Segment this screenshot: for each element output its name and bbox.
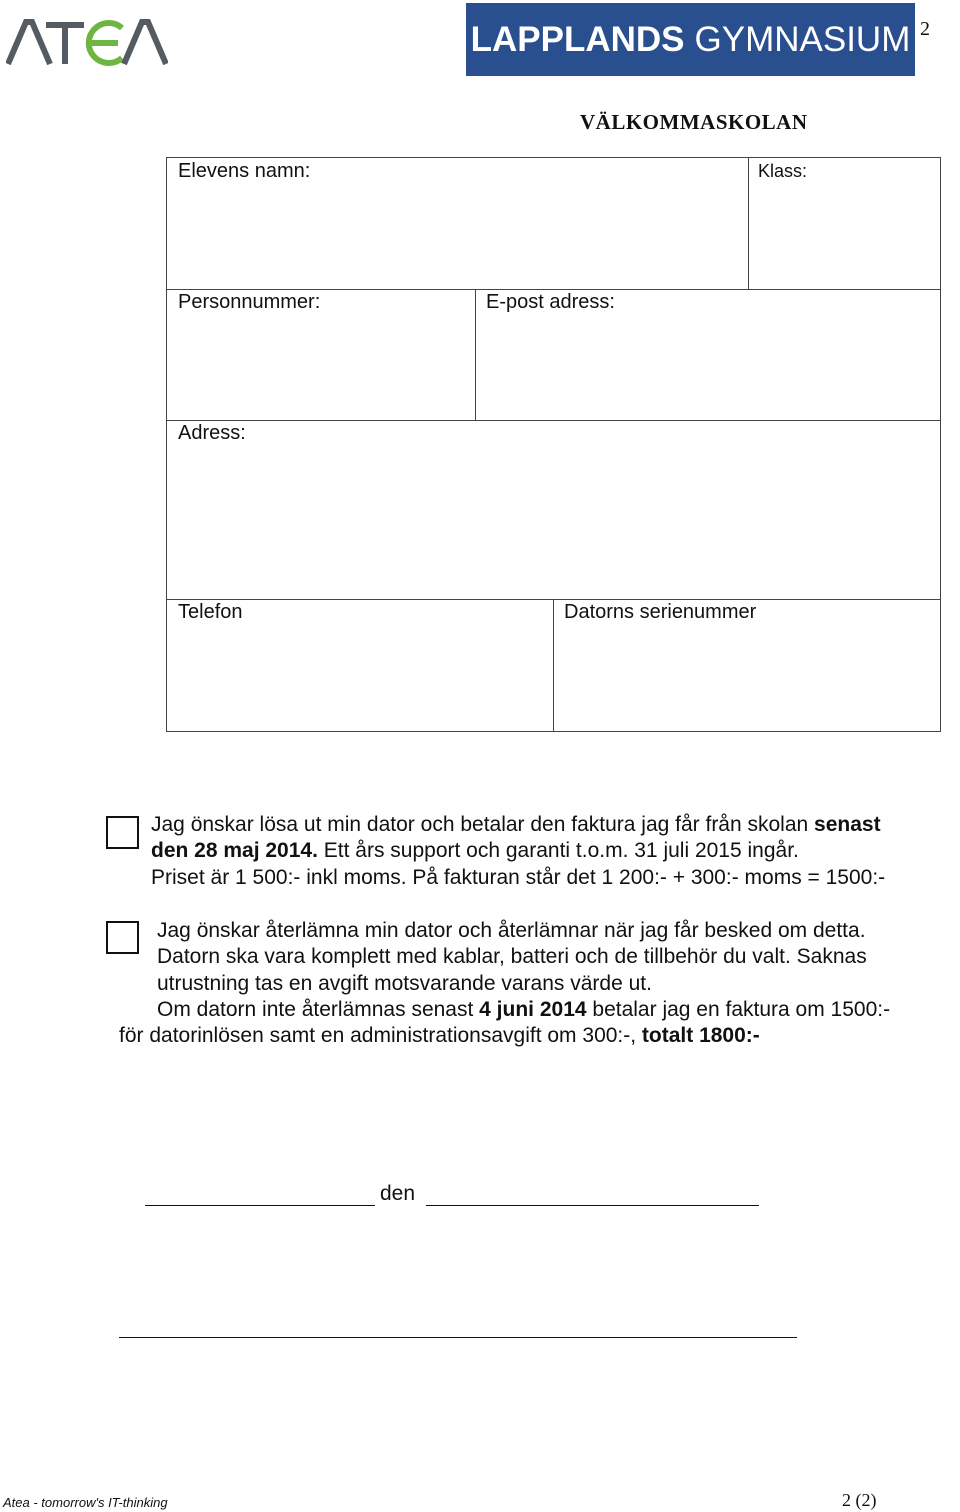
return-line-1: Jag önskar återlämna min dator och återlämnar när jag får besked om detta. <box>157 919 866 942</box>
column-divider <box>748 158 749 289</box>
column-divider <box>475 289 476 420</box>
logo-text-gymnasium: GYMNASIUM <box>694 19 911 59</box>
return-option-text <box>157 918 890 1023</box>
student-name-field[interactable]: Elevens namn: <box>178 160 311 182</box>
logo-text-lapplands: LAPPLANDS <box>470 19 685 59</box>
buy-out-option-text <box>151 812 885 891</box>
column-divider <box>553 599 554 732</box>
class-field[interactable]: Klass: <box>758 161 808 181</box>
atea-logo <box>6 18 168 68</box>
lapplands-gymnasium-logo <box>466 3 915 76</box>
date-line[interactable] <box>426 1205 759 1206</box>
footer-tagline: Atea - tomorrow's IT-thinking <box>3 1495 168 1510</box>
return-line-2: Datorn ska vara komplett med kablar, batteri och de tillbehör du valt. Saknas <box>157 945 867 969</box>
place-line[interactable] <box>145 1205 375 1206</box>
den-label: den <box>380 1182 416 1205</box>
document-title: VÄLKOMMASKOLAN <box>580 110 808 134</box>
return-line-3: utrustning tas en avgift motsvarande varans värde ut. <box>157 971 652 995</box>
serial-number-field[interactable]: Datorns serienummer <box>564 601 757 623</box>
buy-out-checkbox[interactable] <box>106 816 139 849</box>
row-divider <box>167 420 940 421</box>
return-line-4: Om datorn inte återlämnas senast 4 juni 2014 betalar jag en faktura om 1500:- <box>157 997 891 1021</box>
signature-line[interactable] <box>119 1337 797 1338</box>
phone-field[interactable]: Telefon <box>178 601 243 623</box>
page-number: 2 <box>920 18 930 40</box>
return-checkbox[interactable] <box>106 921 139 954</box>
footer-page-count: 2 (2) <box>842 1490 877 1510</box>
personal-number-field[interactable]: Personnummer: <box>178 291 321 313</box>
buy-out-line-1: Jag önskar lösa ut min dator och betalar den faktura jag får från skolan senast <box>151 813 881 836</box>
row-divider <box>167 289 940 290</box>
student-info-form <box>166 157 941 732</box>
email-field[interactable]: E-post adress: <box>486 291 615 313</box>
buy-out-line-3: Priset är 1 500:- inkl moms. På fakturan står det 1 200:- + 300:- moms = 1500:- <box>151 865 886 889</box>
atea-logo-graphic <box>6 18 168 68</box>
return-line-5: för datorinlösen samt en administrationsavgift om 300:-, totalt 1800:- <box>119 1024 760 1047</box>
address-field[interactable]: Adress: <box>178 422 246 444</box>
buy-out-line-2: den 28 maj 2014. Ett års support och garanti t.o.m. 31 juli 2015 ingår. <box>151 839 799 863</box>
